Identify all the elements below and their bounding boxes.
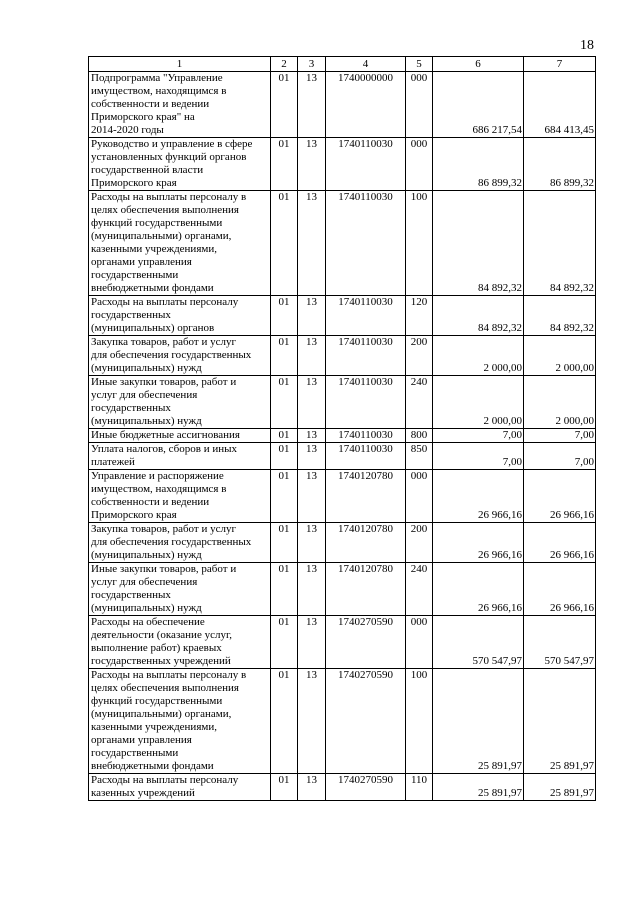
column-header: 3: [298, 57, 326, 72]
column-header: 1: [89, 57, 271, 72]
row-name: Управление и распоряжение имуществом, находящимся в собственности и ведении Приморского края: [89, 470, 271, 523]
row-amount-6: 686 217,54: [433, 72, 524, 138]
row-amount-7: 26 966,16: [524, 470, 596, 523]
row-amount-6: 7,00: [433, 443, 524, 470]
row-subsection: 13: [298, 429, 326, 443]
row-section: 01: [271, 191, 298, 296]
row-expense-type: 100: [406, 191, 433, 296]
column-header: 2: [271, 57, 298, 72]
row-target-article: 1740110030: [326, 429, 406, 443]
row-amount-7: 570 547,97: [524, 616, 596, 669]
row-expense-type: 000: [406, 138, 433, 191]
row-amount-6: 26 966,16: [433, 523, 524, 563]
row-target-article: 1740110030: [326, 296, 406, 336]
table-row: [89, 72, 596, 138]
row-section: 01: [271, 616, 298, 669]
row-amount-6: 2 000,00: [433, 376, 524, 429]
row-subsection: 13: [298, 191, 326, 296]
row-expense-type: 000: [406, 72, 433, 138]
table-row: [89, 563, 596, 616]
column-header: 5: [406, 57, 433, 72]
row-name: Закупка товаров, работ и услуг для обеспечения государственных (муниципальных) нужд: [89, 336, 271, 376]
row-section: 01: [271, 429, 298, 443]
row-section: 01: [271, 138, 298, 191]
row-name: Подпрограмма "Управление имуществом, находящимся в собственности и ведении Приморского края" на 2014-2020 годы: [89, 72, 271, 138]
row-target-article: 1740110030: [326, 336, 406, 376]
row-target-article: 1740120780: [326, 470, 406, 523]
row-name: Руководство и управление в сфере установленных функций органов государственной власти Приморского края: [89, 138, 271, 191]
row-amount-6: 570 547,97: [433, 616, 524, 669]
row-section: 01: [271, 563, 298, 616]
row-target-article: 1740110030: [326, 191, 406, 296]
row-subsection: 13: [298, 443, 326, 470]
row-amount-7: 86 899,32: [524, 138, 596, 191]
table-row: [89, 296, 596, 336]
row-expense-type: 200: [406, 336, 433, 376]
column-header: 4: [326, 57, 406, 72]
row-name: Расходы на выплаты персоналу в целях обеспечения выполнения функций государственными (муниципальными) органами, казенными учреждениями, органами управления государственными внебюджетными фондами: [89, 191, 271, 296]
row-target-article: 1740270590: [326, 669, 406, 774]
table-row: [89, 774, 596, 801]
row-section: 01: [271, 443, 298, 470]
row-name: Иные закупки товаров, работ и услуг для обеспечения государственных (муниципальных) нужд: [89, 563, 271, 616]
row-amount-7: 84 892,32: [524, 191, 596, 296]
table-row: [89, 470, 596, 523]
row-amount-6: 86 899,32: [433, 138, 524, 191]
row-subsection: 13: [298, 616, 326, 669]
row-amount-6: 26 966,16: [433, 470, 524, 523]
row-amount-6: 25 891,97: [433, 669, 524, 774]
column-header: 6: [433, 57, 524, 72]
row-subsection: 13: [298, 470, 326, 523]
row-amount-6: 84 892,32: [433, 296, 524, 336]
row-expense-type: 800: [406, 429, 433, 443]
row-amount-7: 25 891,97: [524, 774, 596, 801]
row-amount-7: 26 966,16: [524, 523, 596, 563]
row-name: Иные бюджетные ассигнования: [89, 429, 271, 443]
row-expense-type: 110: [406, 774, 433, 801]
row-section: 01: [271, 669, 298, 774]
row-expense-type: 200: [406, 523, 433, 563]
row-subsection: 13: [298, 296, 326, 336]
table-row: [89, 443, 596, 470]
row-section: 01: [271, 72, 298, 138]
row-amount-7: 7,00: [524, 429, 596, 443]
table-row: [89, 429, 596, 443]
row-amount-6: 84 892,32: [433, 191, 524, 296]
row-subsection: 13: [298, 774, 326, 801]
row-subsection: 13: [298, 523, 326, 563]
column-header: 7: [524, 57, 596, 72]
row-subsection: 13: [298, 376, 326, 429]
row-target-article: 1740000000: [326, 72, 406, 138]
row-name: Расходы на выплаты персоналу в целях обеспечения выполнения функций государственными (муниципальными) органами, казенными учреждениями, органами управления государственными внебюджетными фондами: [89, 669, 271, 774]
row-amount-7: 684 413,45: [524, 72, 596, 138]
row-subsection: 13: [298, 72, 326, 138]
row-section: 01: [271, 523, 298, 563]
row-target-article: 1740270590: [326, 774, 406, 801]
row-expense-type: 000: [406, 470, 433, 523]
row-amount-7: 2 000,00: [524, 376, 596, 429]
row-subsection: 13: [298, 669, 326, 774]
row-amount-7: 84 892,32: [524, 296, 596, 336]
row-section: 01: [271, 336, 298, 376]
row-section: 01: [271, 470, 298, 523]
row-target-article: 1740110030: [326, 138, 406, 191]
row-expense-type: 000: [406, 616, 433, 669]
row-expense-type: 240: [406, 376, 433, 429]
table-row: [89, 523, 596, 563]
row-target-article: 1740110030: [326, 443, 406, 470]
row-target-article: 1740120780: [326, 523, 406, 563]
row-name: Расходы на выплаты персоналу государственных (муниципальных) органов: [89, 296, 271, 336]
row-amount-6: 26 966,16: [433, 563, 524, 616]
row-expense-type: 850: [406, 443, 433, 470]
header-row: [89, 57, 596, 72]
row-name: Закупка товаров, работ и услуг для обеспечения государственных (муниципальных) нужд: [89, 523, 271, 563]
page-number: 18: [580, 38, 594, 53]
row-amount-7: 2 000,00: [524, 336, 596, 376]
row-amount-6: 2 000,00: [433, 336, 524, 376]
row-amount-7: 7,00: [524, 443, 596, 470]
table-row: [89, 138, 596, 191]
row-subsection: 13: [298, 336, 326, 376]
table-row: [89, 376, 596, 429]
row-target-article: 1740120780: [326, 563, 406, 616]
row-name: Расходы на выплаты персоналу казенных учреждений: [89, 774, 271, 801]
row-section: 01: [271, 774, 298, 801]
row-amount-6: 7,00: [433, 429, 524, 443]
row-amount-7: 25 891,97: [524, 669, 596, 774]
row-target-article: 1740110030: [326, 376, 406, 429]
row-name: Уплата налогов, сборов и иных платежей: [89, 443, 271, 470]
budget-table: [88, 56, 596, 801]
row-expense-type: 100: [406, 669, 433, 774]
table-row: [89, 191, 596, 296]
table-row: [89, 616, 596, 669]
row-section: 01: [271, 296, 298, 336]
row-section: 01: [271, 376, 298, 429]
row-target-article: 1740270590: [326, 616, 406, 669]
row-expense-type: 240: [406, 563, 433, 616]
row-subsection: 13: [298, 563, 326, 616]
row-name: Иные закупки товаров, работ и услуг для обеспечения государственных (муниципальных) нужд: [89, 376, 271, 429]
row-name: Расходы на обеспечение деятельности (оказание услуг, выполнение работ) краевых государственных учреждений: [89, 616, 271, 669]
table-row: [89, 336, 596, 376]
row-amount-6: 25 891,97: [433, 774, 524, 801]
row-expense-type: 120: [406, 296, 433, 336]
table-row: [89, 669, 596, 774]
row-subsection: 13: [298, 138, 326, 191]
row-amount-7: 26 966,16: [524, 563, 596, 616]
